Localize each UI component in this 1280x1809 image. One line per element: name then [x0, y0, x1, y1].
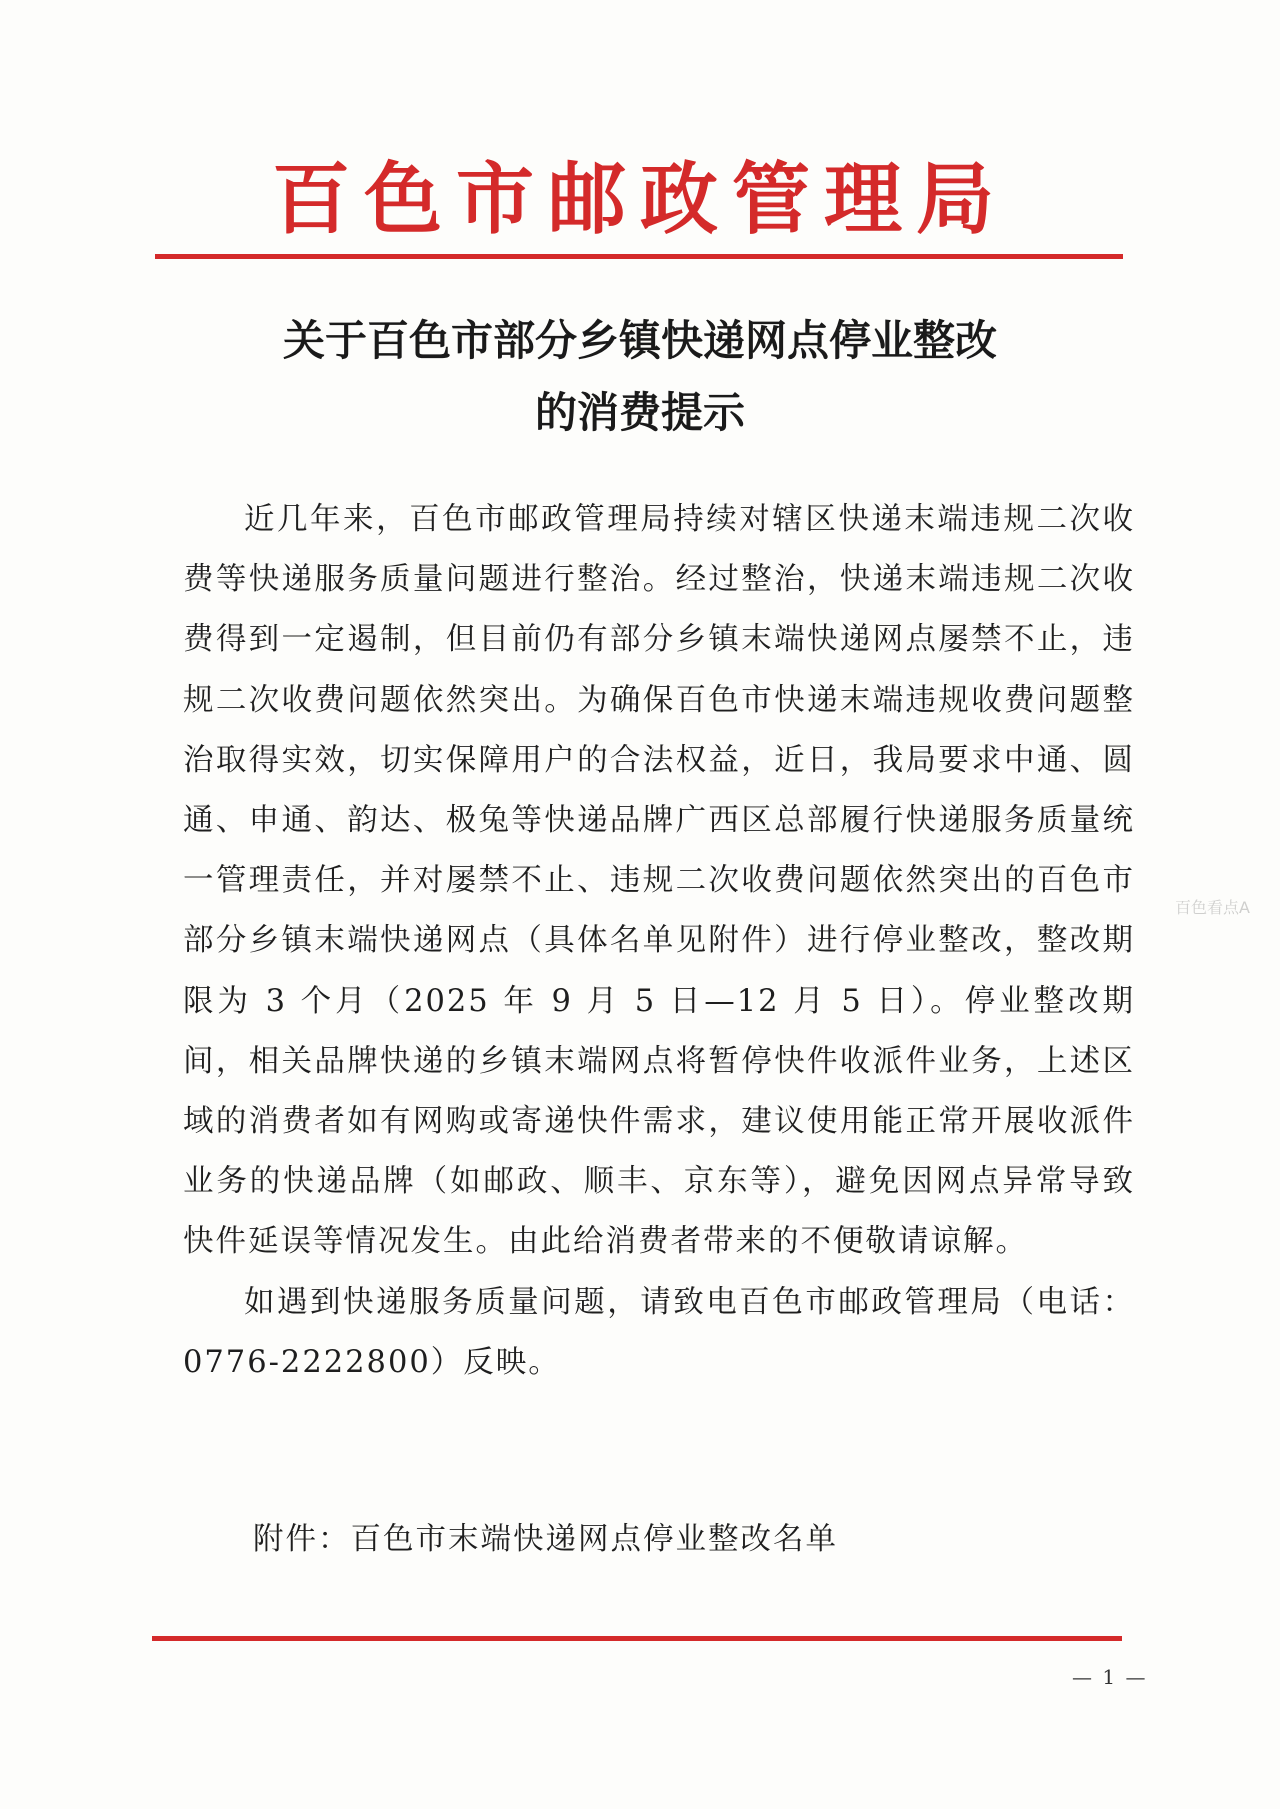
title-line-2: 的消费提示: [534, 388, 745, 437]
title-line-1: 关于百色市部分乡镇快递网点停业整改: [282, 316, 997, 365]
page-number: — 1 —: [1072, 1665, 1148, 1689]
watermark-text: 百色看点A: [1175, 898, 1250, 917]
footer-red-rule: [152, 1636, 1122, 1641]
attachment-note: 附件：百色市末端快递网点停业整改名单: [253, 1522, 838, 1557]
body-paragraph-1: 近几年来，百色市邮政管理局持续对辖区快递末端违规二次收费等快递服务质量问题进行整治。经过整治，快递末端违规二次收费得到一定遏制，但目前仍有部分乡镇末端快递网点屡禁不止，违规二次收费问题依然突出。为确保百色市快递末端违规收费问题整治取得实效，切实保障用户的合法权益，近日，我局要求中通、圆通、申通、韵达、极兔等快递品牌广西区总部履行快递服务质量统一管理责任，并对屡禁不止、违规二次收费问题依然突出的百色市部分乡镇末端快递网点（具体名单见附件）进行停业整改，整改期限为 3 个月（2025 年 9 月 5 日—12 月 5 日）。停业整改期间，相关品牌快递的乡镇末端网点将暂停快件收派件业务，上述区域的消费者如有网购或寄递快件需求，建议使用能正常开展收派件业务的快递品牌（如邮政、顺丰、京东等），避免因网点异常导致快件延误等情况发生。由此给消费者带来的不便敬请谅解。: [183, 502, 1135, 1260]
masthead-red-rule: [155, 254, 1123, 259]
document-title: [0, 305, 1280, 449]
document-body: [183, 490, 1135, 1393]
body-paragraph-2: 如遇到快递服务质量问题，请致电百色市邮政管理局（电话：0776-2222800）反映。: [183, 1284, 1135, 1380]
agency-masthead: 百色市邮政管理局: [271, 154, 1008, 245]
